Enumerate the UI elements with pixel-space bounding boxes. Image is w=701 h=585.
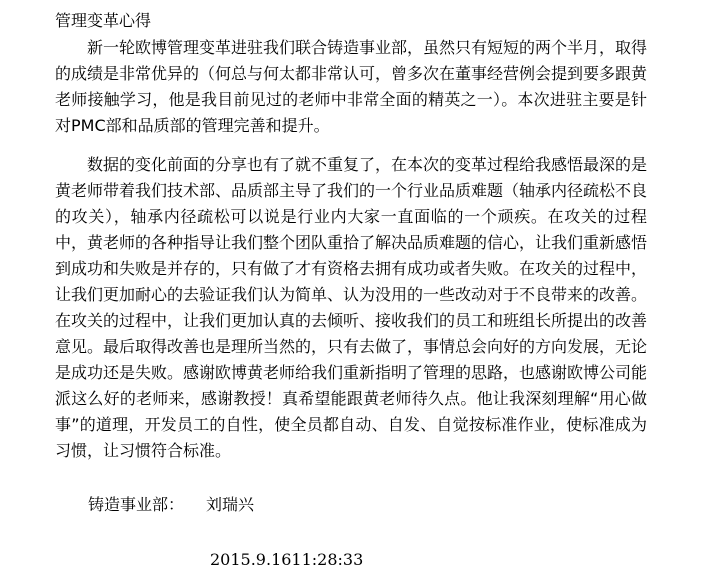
paragraph-2: 数据的变化前面的分享也有了就不重复了，在本次的变革过程给我感悟最深的是黄老师带着我们技术部、品质部主导了我们的一个行业品质难题（轴承内径疏松不良的攻关），轴承内径疏松可以说是行业内大家一直面临的一个顽疾。在攻关的过程中，黄老师的各种指导让我们整个团队重拾了解决品质难题的信心，让我们重新感悟到成功和失败是并存的，只有做了才有资格去拥有成功或者失败。在攻关的过程中，让我们更加耐心的去验证我们认为简单、认为没用的一些改动对于不良带来的改善。在攻关的过程中，让我们更加认真的去倾听、接收我们的员工和班组长所提出的改善意见。最后取得改善也是理所当然的，只有去做了，事情总会向好的方向发展，无论是成功还是失败。感谢欧博黄老师给我们重新指明了管理的思路，也感谢欧博公司能派这么好的老师来，感谢教授！真希望能跟黄老师待久点。他让我深刻理解“用心做事”的道理，开发员工的自性，使全员都自动、自发、自觉按标准作业，使标准成为习惯，让习惯符合标准。 (55, 155, 648, 460)
signature-line (88, 493, 254, 517)
document-title: 管理变革心得 (55, 11, 152, 30)
paragraph-1: 新一轮欧博管理变革进驻我们联合铸造事业部，虽然只有短短的两个半月，取得的成绩是非常优异的（何总与何太都非常认可，曾多次在董事经营例会提到要多跟黄老师接触学习，他是我目前见过的老师中非常全面的精英之一）。本次进驻主要是针对PMC部和品质部的管理完善和提升。 (55, 38, 648, 135)
timestamp: 2015.9.1611:28:33 (210, 550, 364, 569)
signature-name: 刘瑞兴 (206, 495, 255, 514)
signature-department: 铸造事业部： (88, 495, 185, 514)
